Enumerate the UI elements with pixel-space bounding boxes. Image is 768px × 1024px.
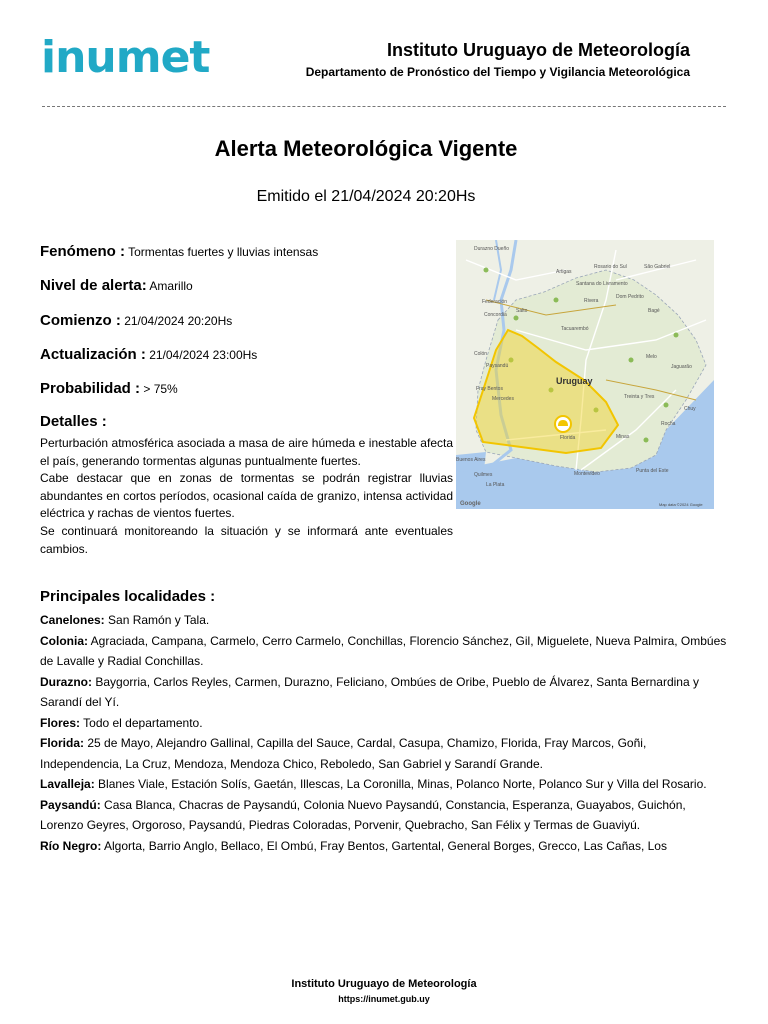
- detalles-paragraph-3: Se continuará monitoreando la situación y se informará ante eventuales cambios.: [40, 523, 453, 556]
- actualizacion-row: [40, 346, 257, 363]
- map-label-treinta-y-tres: Treinta y Tres: [624, 394, 655, 400]
- map-label-punta-del-este: Punta del Este: [636, 468, 669, 474]
- comienzo-value: 21/04/2024 20:20Hs: [124, 314, 233, 328]
- probabilidad-label: Probabilidad :: [40, 380, 141, 397]
- map-label-paysandu: Paysandú: [486, 363, 509, 369]
- list-item: [40, 774, 730, 795]
- list-item: [40, 733, 730, 774]
- alert-map[interactable]: [456, 240, 714, 509]
- list-item: [40, 836, 730, 857]
- map-label-concordia: Concordia: [484, 312, 507, 318]
- institute-title: Instituto Uruguayo de Meteorología: [386, 40, 690, 60]
- department-name: Canelones:: [40, 613, 105, 627]
- map-label-montevideo: Montevideo: [574, 471, 600, 477]
- fenomeno-row: [40, 243, 318, 260]
- map-label-colon: Colón: [474, 351, 488, 357]
- fenomeno-value: Tormentas fuertes y lluvias intensas: [128, 245, 319, 259]
- map-attribution: Map data ©2024 Google: [659, 502, 703, 507]
- department-subtitle: Departamento de Pronóstico del Tiempo y Vigilancia Meteorológica: [305, 65, 690, 79]
- google-logo: Google: [460, 501, 481, 507]
- footer-url-link[interactable]: https://inumet.gub.uy: [338, 994, 430, 1004]
- alert-title: Alerta Meteorológica Vigente: [214, 136, 518, 161]
- map-label-santana: Santana do Livramento: [576, 281, 628, 287]
- comienzo-row: [40, 312, 232, 329]
- list-item: [40, 795, 730, 836]
- map-label-san-gabriel: São Gabriel: [644, 264, 671, 270]
- department-name: Florida:: [40, 736, 84, 750]
- inumet-logo: inumet: [41, 32, 210, 83]
- map-label-rivera: Rivera: [584, 298, 599, 304]
- department-places: Agraciada, Campana, Carmelo, Cerro Carmelo, Conchillas, Florencio Sánchez, Gil, Miguelete, Nueva Palmira, Ombúes de Lavalle y Radial Conchillas.: [40, 633, 727, 668]
- department-places: Baygorria, Carlos Reyles, Carmen, Durazno, Feliciano, Ombúes de Oribe, Pueblo de Álvarez, Santa Bernardina y Sarandí del Yí.: [40, 674, 699, 709]
- list-item: [40, 672, 730, 713]
- map-label-chuy: Chuy: [684, 406, 696, 412]
- map-label-quilmes: Quilmes: [474, 472, 493, 478]
- map-label-rosario: Rosario do Sul: [594, 264, 627, 270]
- department-name: Durazno:: [40, 674, 92, 689]
- department-name: Paysandú:: [40, 797, 101, 812]
- map-label-mercedes: Mercedes: [492, 396, 514, 402]
- detalles-paragraph-2: Cabe destacar que en zonas de tormentas se podrán registrar lluvias abundantes en cortos períodos, ocasional caída de granizo, intensa actividad eléctrica y rachas de vientos fuertes.: [40, 471, 453, 521]
- detalles-label: Detalles :: [40, 413, 107, 430]
- map-label-buenos-aires: Buenos Aires: [456, 457, 486, 463]
- map-label-dom-pedrito: Dom Pedrito: [616, 294, 644, 300]
- map-label-la-plata: La Plata: [486, 482, 505, 488]
- map-label-durazno: Durazno Dueño: [474, 246, 510, 252]
- map-label-tacuarembo: Tacuarembó: [561, 326, 589, 332]
- actualizacion-value: 21/04/2024 23:00Hs: [149, 348, 258, 362]
- header-divider: [42, 106, 726, 107]
- map-label-rocha: Rocha: [661, 421, 676, 427]
- localidades-title: Principales localidades :: [40, 588, 216, 605]
- map-label-artigas: Artigas: [556, 269, 572, 275]
- comienzo-label: Comienzo :: [40, 312, 121, 329]
- probabilidad-value: > 75%: [143, 382, 178, 396]
- map-label-fray-bentos: Fray Bentos: [476, 386, 503, 392]
- fenomeno-label: Fenómeno :: [40, 243, 125, 260]
- list-item: [40, 631, 730, 672]
- map-label-jaguarao: Jaguarão: [671, 364, 692, 370]
- department-name: Flores:: [40, 715, 81, 730]
- detalles-paragraph-1: Perturbación atmosférica asociada a masa de aire húmeda e inestable afecta el país, generando tormentas algunas puntualmente fuertes.: [40, 436, 453, 468]
- department-name: Lavalleja:: [40, 777, 95, 791]
- actualizacion-label: Actualización :: [40, 346, 146, 363]
- department-places: Todo el departamento.: [83, 715, 203, 730]
- map-label-melo: Melo: [646, 354, 657, 360]
- nivel-value: Amarillo: [149, 279, 193, 293]
- list-item: [40, 610, 730, 631]
- department-places: Algorta, Barrio Anglo, Bellaco, El Ombú, Fray Bentos, Gartental, General Borges, Grecco, Las Cañas, Los: [104, 838, 667, 853]
- map-label-minas: Minas: [616, 434, 630, 440]
- department-name: Colonia:: [40, 633, 88, 648]
- list-item: [40, 713, 730, 734]
- nivel-row: [40, 277, 193, 294]
- department-places: 25 de Mayo, Alejandro Gallinal, Capilla del Sauce, Cardal, Casupa, Chamizo, Florida, Fray Marcos, Goñi, Independencia, La Cruz, Mendoza, Mendoza Chico, Reboledo, San Gabriel y Sarandí Grande.: [40, 736, 647, 771]
- map-label-salto: Salto: [516, 308, 528, 314]
- map-label-bage: Bagé: [648, 308, 660, 314]
- issued-date: Emitido el 21/04/2024 20:20Hs: [256, 188, 476, 205]
- nivel-label: Nivel de alerta:: [40, 277, 147, 294]
- detalles-text: [40, 435, 453, 558]
- footer-institute: Instituto Uruguayo de Meteorología: [291, 978, 477, 990]
- department-name: Río Negro:: [40, 838, 102, 853]
- map-label-florida: Florida: [560, 435, 576, 441]
- probabilidad-row: [40, 380, 178, 397]
- alert-map-svg: [456, 240, 714, 509]
- map-label-uruguay: Uruguay: [556, 376, 593, 386]
- department-places: Blanes Viale, Estación Solís, Gaetán, Illescas, La Coronilla, Minas, Polanco Norte, Polanco Sur y Villa del Rosario.: [98, 777, 707, 791]
- department-places: San Ramón y Tala.: [108, 613, 210, 627]
- department-places: Casa Blanca, Chacras de Paysandú, Colonia Nuevo Paysandú, Constancia, Esperanza, Guayabos, Guichón, Lorenzo Geyres, Orgoroso, Paysandú, Piedras Coloradas, Porvenir, Quebracho, San Félix y Termas de Guaviyú.: [40, 797, 686, 832]
- localidades-list: [40, 610, 730, 856]
- map-label-federacion: Federación: [482, 299, 508, 305]
